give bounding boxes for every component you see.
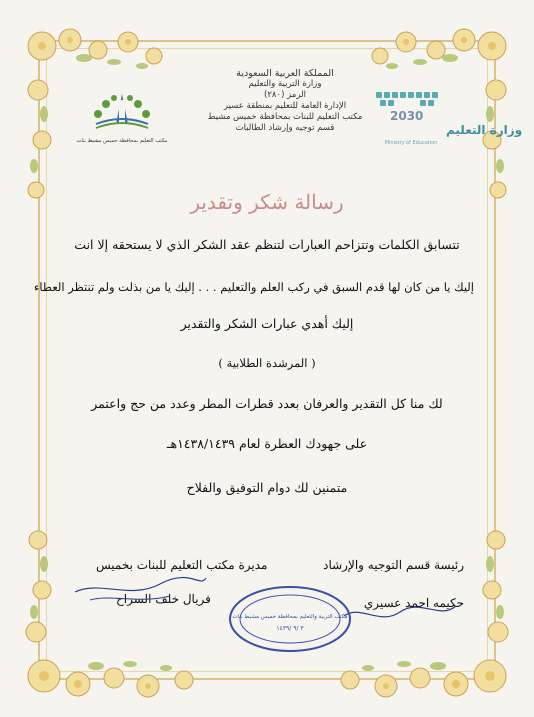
body-line: على جهودك العطرة لعام ١٤٣٨/١٤٣٩هـ bbox=[166, 436, 368, 451]
side-flower-bottom-right bbox=[476, 520, 516, 650]
certificate-title: رسالة شكر وتقدير bbox=[190, 190, 344, 214]
body-line: متمنين لك دوام التوفيق والفلاح bbox=[186, 480, 348, 495]
corner-flower-bottom-right bbox=[326, 640, 516, 710]
body-line: تتسابق الكلمات وتتزاحم العبارات لتنظم عقد الشكر الذي لا يستحقه إلا انت bbox=[74, 237, 460, 252]
letterhead-line: الرمز (٢٨٠) bbox=[264, 90, 306, 100]
letterhead-line: قسم توجيه وإرشاد الطالبات bbox=[235, 123, 335, 133]
body-line: إليك يا من كان لها قدم السبق في ركب العلم والتعليم . . . إليك يا من بذلت ولم تنتظر العطاء bbox=[33, 280, 474, 294]
svg-text:وزارة التعليم: وزارة التعليم bbox=[446, 123, 523, 137]
ministry-of-education-logo bbox=[366, 80, 523, 150]
signatory-right-name: حكيمه احمد عسيري bbox=[363, 596, 464, 610]
corner-flower-bottom-left bbox=[18, 640, 208, 710]
letterhead bbox=[200, 68, 370, 134]
svg-text:2030: 2030 bbox=[390, 109, 424, 123]
education-office-logo bbox=[76, 84, 168, 150]
svg-text:مكتب التربية والتعليم بمحافظة: مكتب التربية والتعليم بمحافظة خميس مشيط بنات bbox=[232, 614, 348, 620]
svg-text:Ministry of Education: Ministry of Education bbox=[384, 140, 438, 146]
signatory-left-title: مديرة مكتب التعليم للبنات بخميس bbox=[96, 558, 268, 572]
side-flower-bottom-left bbox=[18, 520, 58, 650]
signatory-right-title: رئيسة قسم التوجيه والإرشاد bbox=[323, 558, 464, 572]
letterhead-line: وزارة التربية والتعليم bbox=[248, 79, 322, 89]
body-line: إليك أهدي عبارات الشكر والتقدير bbox=[180, 316, 354, 331]
svg-text:مكتب التعليم بمحافظة خميس مشيط: مكتب التعليم بمحافظة خميس مشيط بنات bbox=[76, 138, 168, 144]
svg-text:٣ /٩ /١٤٣٩: ٣ /٩ /١٤٣٩ bbox=[276, 625, 304, 632]
letterhead-line: المملكة العربية السعودية bbox=[236, 68, 334, 79]
body-line: لك منا كل التقدير والعرفان بعدد قطرات المطر وعدد من حج واعتمر bbox=[91, 396, 443, 411]
signature-right-scribble bbox=[340, 600, 460, 630]
signatory-left-name: فريال خلف السراح bbox=[116, 592, 211, 606]
letterhead-line: مكتب التعليم للبنات بمحافظة خميس مشيط bbox=[207, 112, 363, 122]
body-line: ( المرشدة الطلابية ) bbox=[218, 356, 316, 370]
letterhead-line: الإدارة العامة للتعليم بمنطقة عسير bbox=[223, 101, 347, 111]
official-stamp bbox=[228, 584, 352, 654]
signature-left-scribble bbox=[70, 570, 210, 610]
